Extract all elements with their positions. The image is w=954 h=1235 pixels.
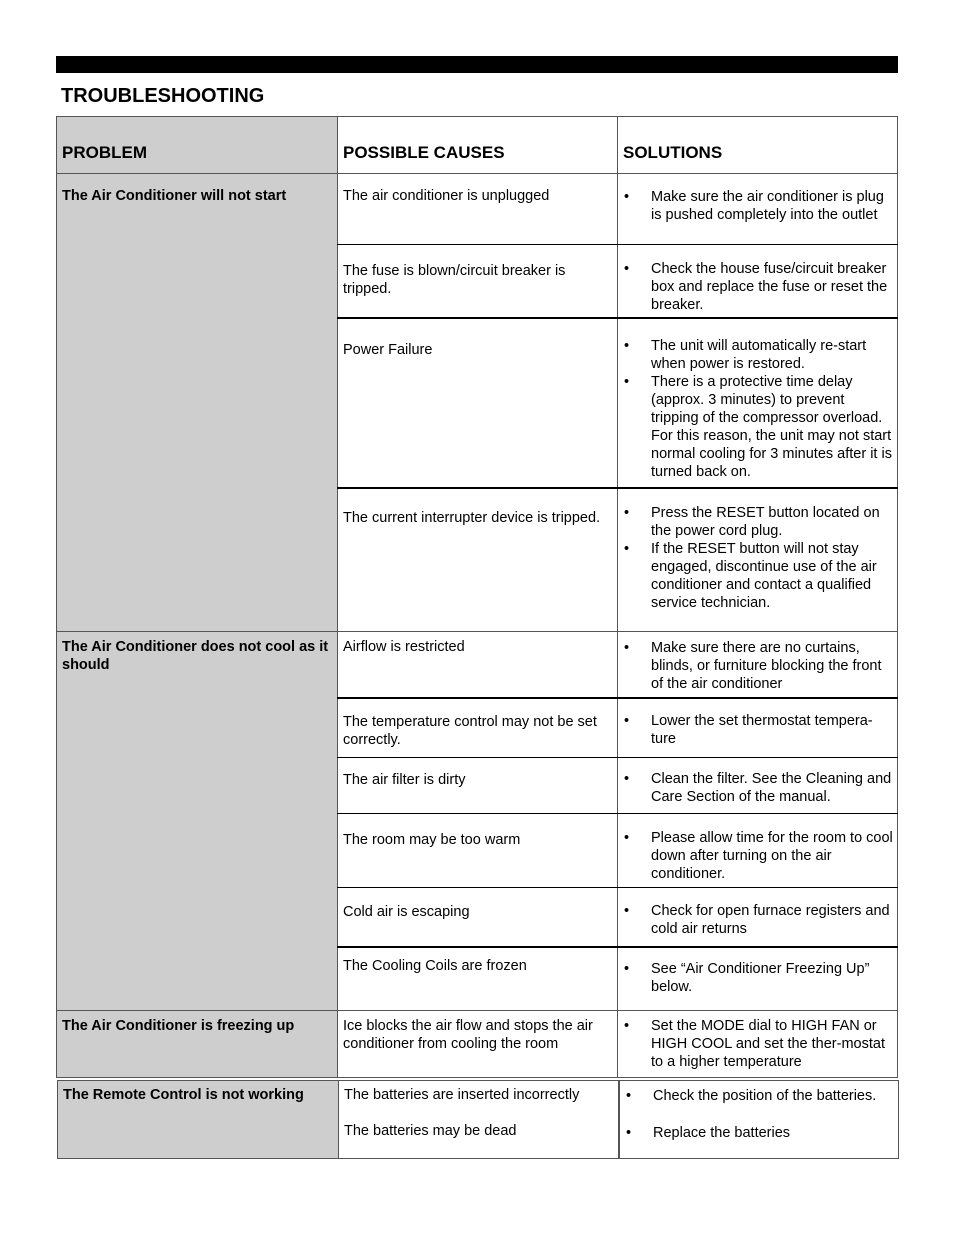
solution-item: • Lower the set thermostat tempera-ture <box>624 713 873 747</box>
header-problem <box>56 116 338 174</box>
solution-item: • Please allow time for the room to cool down after turning on the air conditioner. <box>624 830 893 882</box>
solution-item: • Set the MODE dial to HIGH FAN or HIGH COOL and set the ther-mostat to a higher temperature <box>624 1018 885 1070</box>
cause-text: The Cooling Coils are frozen <box>343 958 527 974</box>
solution-list <box>618 337 893 481</box>
solutions-column <box>617 631 898 1011</box>
solution-item: • Press the RESET button located on the power cord plug. <box>624 505 880 539</box>
page-title: TROUBLESHOOTING <box>61 85 265 107</box>
solution-item: • See “Air Conditioner Freezing Up” below. <box>624 961 870 995</box>
problem-text: The Air Conditioner does not cool as it should <box>62 639 329 673</box>
header-solutions <box>617 116 898 174</box>
row-divider <box>337 697 898 699</box>
cause-text: Ice blocks the air flow and stops the air conditioner from cooling the room <box>343 1018 593 1052</box>
cause-text: The fuse is blown/circuit breaker is tripped. <box>343 263 566 297</box>
header-causes-label: POSSIBLE CAUSES <box>343 143 505 162</box>
cause-text: The current interrupter device is tripped. <box>343 510 601 526</box>
cause-text: Cold air is escaping <box>343 904 470 920</box>
solutions-column <box>617 173 898 632</box>
solution-list <box>618 260 893 314</box>
cause-text: The batteries may be dead <box>344 1123 517 1139</box>
top-rule <box>56 56 898 73</box>
causes-column <box>337 173 618 632</box>
row-divider <box>337 946 898 948</box>
problem-cell <box>57 1080 339 1159</box>
row-divider <box>337 317 898 319</box>
header-solutions-label: SOLUTIONS <box>623 143 723 162</box>
solution-list <box>618 1017 893 1071</box>
solution-item: • Make sure the air conditioner is plug is pushed completely into the outlet <box>624 189 884 223</box>
row-divider <box>337 487 898 489</box>
solution-item: • There is a protective time delay (approx. 3 minutes) to prevent tripping of the compressor overload. For this reason, the unit may not start normal cooling for 3 minutes after it is turned back on. <box>624 374 892 480</box>
solution-list <box>618 960 893 996</box>
problem-text: The Remote Control is not working <box>63 1087 304 1103</box>
header-causes <box>337 116 618 174</box>
header-problem-label: PROBLEM <box>62 143 147 162</box>
row-divider <box>337 244 898 245</box>
solution-list <box>620 1087 894 1105</box>
causes-column <box>338 1080 619 1159</box>
solution-list <box>618 902 893 938</box>
solution-item: • Check for open furnace registers and cold air returns <box>624 903 890 937</box>
problem-text: The Air Conditioner is freezing up <box>62 1018 295 1034</box>
row-divider <box>337 813 898 814</box>
solution-item: • The unit will automatically re-start when power is restored. <box>624 338 867 372</box>
solution-list <box>620 1124 894 1142</box>
cause-text: The batteries are inserted incorrectly <box>344 1087 580 1103</box>
solution-list <box>618 829 893 883</box>
causes-column <box>337 631 618 1011</box>
causes-column <box>337 1010 618 1078</box>
problem-cell <box>56 631 338 1011</box>
row-divider <box>337 887 898 888</box>
problem-text: The Air Conditioner will not start <box>62 188 287 204</box>
solution-item: • Clean the filter. See the Cleaning and Care Section of the manual. <box>624 771 892 805</box>
problem-cell <box>56 1010 338 1078</box>
solution-item: • If the RESET button will not stay engaged, discontinue use of the air conditioner and contact a qualified service technician. <box>624 541 877 611</box>
cause-text: Airflow is restricted <box>343 639 465 655</box>
cause-text: The room may be too warm <box>343 832 521 848</box>
solution-item: • Replace the batteries <box>626 1125 791 1141</box>
cause-text: The air conditioner is unplugged <box>343 188 550 204</box>
solution-list <box>618 504 893 612</box>
cause-text: Power Failure <box>343 342 433 358</box>
solution-list <box>618 770 893 806</box>
solution-list <box>618 712 893 748</box>
cause-text: The temperature control may not be set correctly. <box>343 714 597 748</box>
solution-item: • Check the house fuse/circuit breaker box and replace the fuse or reset the breaker. <box>624 261 888 313</box>
solutions-column <box>619 1080 899 1159</box>
solutions-column <box>617 1010 898 1078</box>
solution-item: • Check the position of the batteries. <box>626 1088 877 1104</box>
problem-cell <box>56 173 338 632</box>
row-divider <box>337 757 898 758</box>
solution-list <box>618 639 893 693</box>
solution-item: • Make sure there are no curtains, blinds, or furniture blocking the front of the air conditioner <box>624 640 882 692</box>
solution-list <box>618 188 893 224</box>
cause-text: The air filter is dirty <box>343 772 466 788</box>
